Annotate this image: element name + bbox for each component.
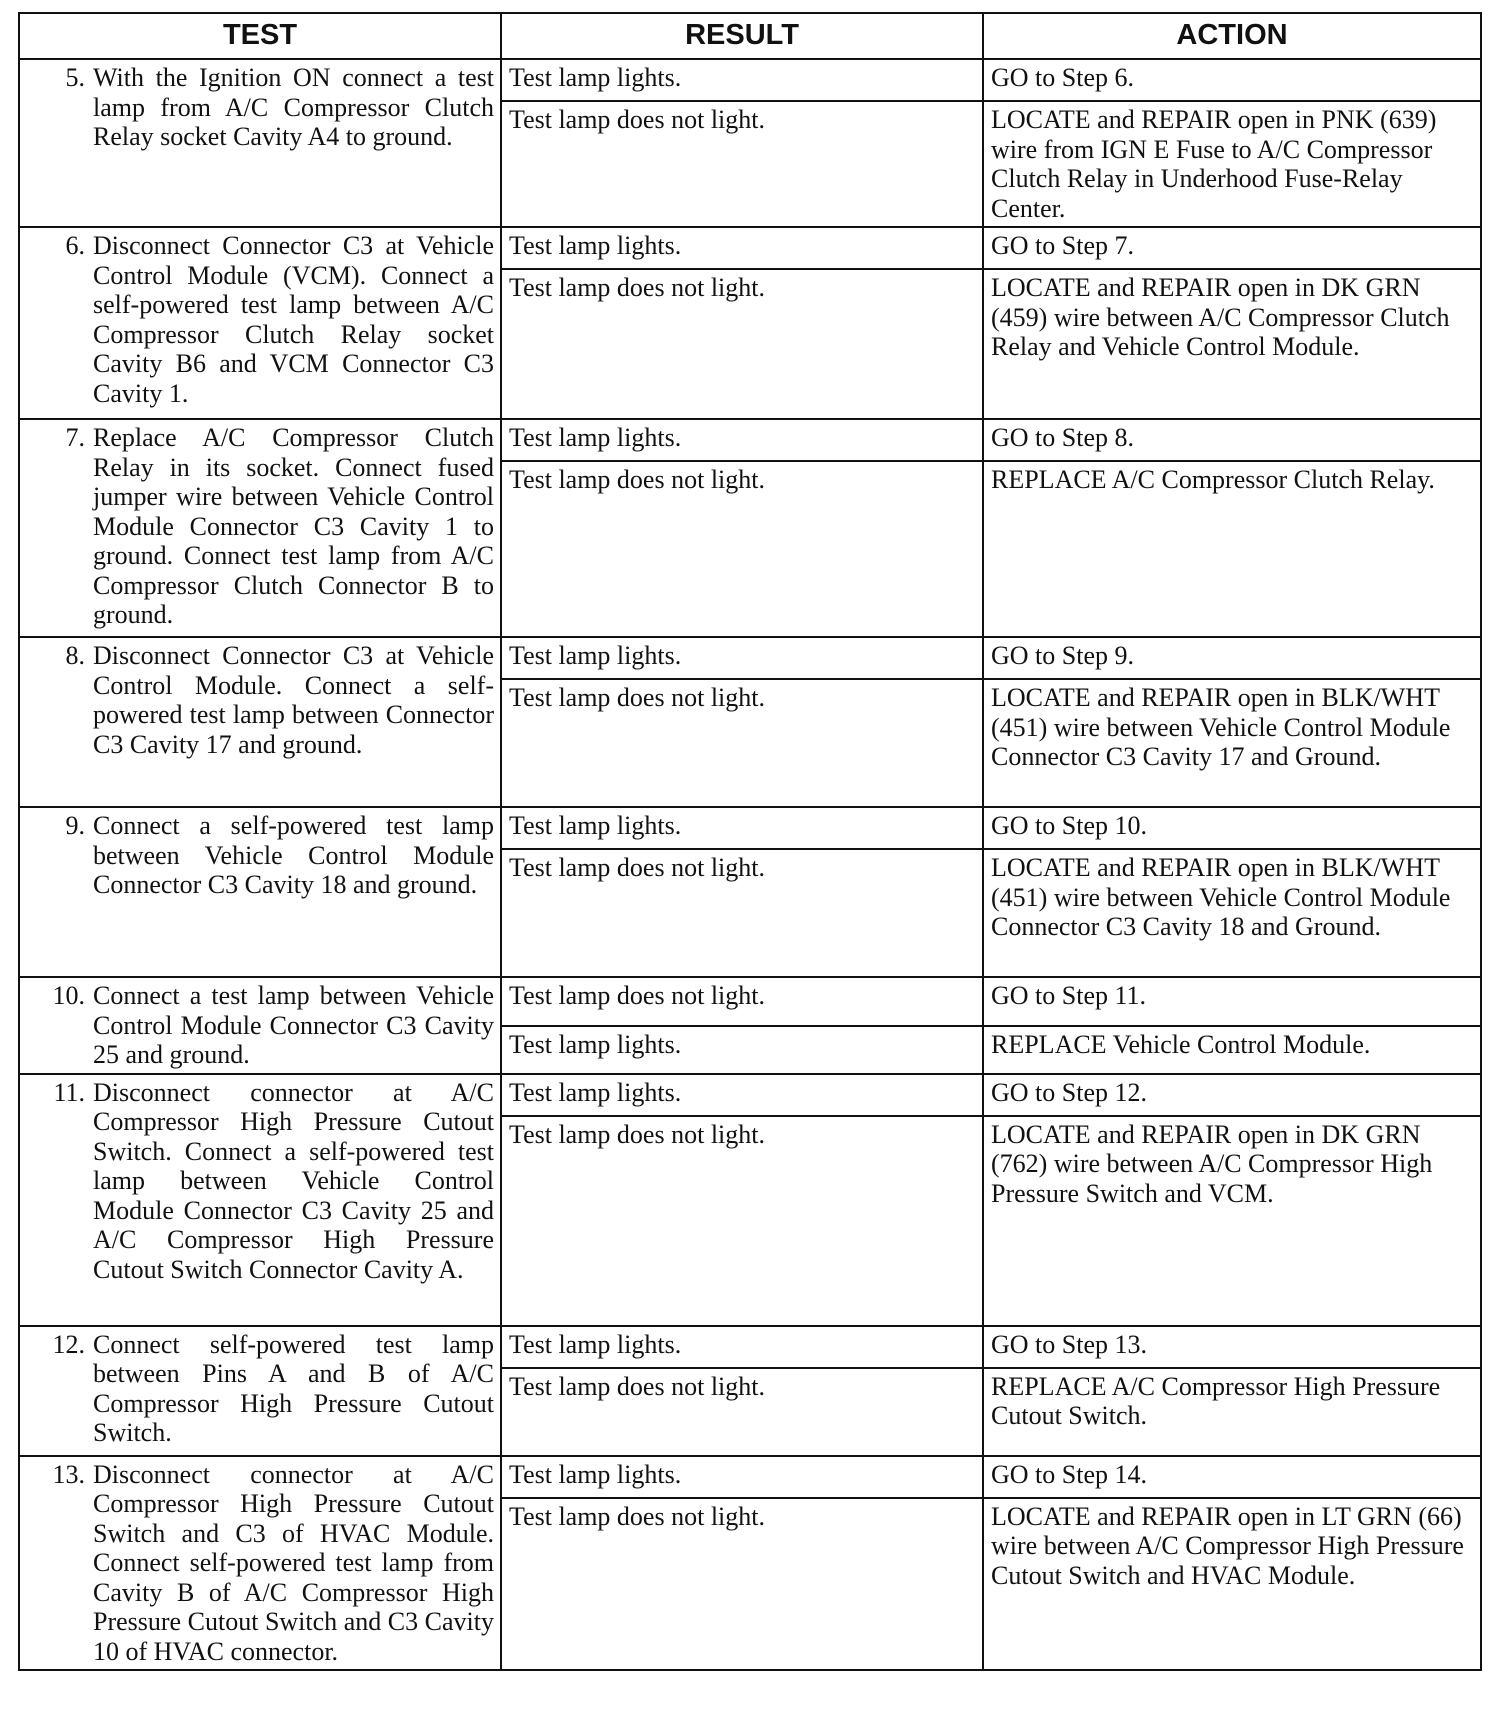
step-8-result-1: Test lamp lights. — [501, 637, 983, 679]
step-12-action-2: REPLACE A/C Compressor High Pressure Cutout Switch. — [983, 1368, 1481, 1456]
step-12-result-1: Test lamp lights. — [501, 1326, 983, 1368]
step-12-result-2: Test lamp does not light. — [501, 1368, 983, 1456]
step-11-result-2: Test lamp does not light. — [501, 1116, 983, 1326]
step-10-result-1: Test lamp does not light. — [501, 977, 983, 1026]
header-row — [19, 13, 1481, 59]
step-13-action-2: LOCATE and REPAIR open in LT GRN (66) wire between A/C Compressor High Pressure Cutout Switch and HVAC Module. — [983, 1498, 1481, 1670]
step-8-number: 8. — [65, 641, 85, 670]
step-11-action-2: LOCATE and REPAIR open in DK GRN (762) wire between A/C Compressor High Pressure Switch and VCM. — [983, 1116, 1481, 1326]
step-13-test-text: Disconnect connector at A/C Compressor High Pressure Cutout Switch and C3 of HVAC Module. Connect self-powered test lamp from Cavity B of A/C Compressor High Pressure Cutout Switch and C3 Cavity 10 of HVAC connector. — [93, 1459, 494, 1666]
step-13-row-a — [19, 1456, 1481, 1498]
step-6-action-1: GO to Step 7. — [983, 227, 1481, 269]
header-action: ACTION — [983, 13, 1481, 59]
step-6-result-1: Test lamp lights. — [501, 227, 983, 269]
step-10-number: 10. — [52, 981, 85, 1010]
step-8-result-2: Test lamp does not light. — [501, 679, 983, 807]
step-9-test — [19, 807, 501, 977]
diagnostic-table — [18, 12, 1482, 1671]
step-7-action-1: GO to Step 8. — [983, 419, 1481, 461]
step-9-action-1: GO to Step 10. — [983, 807, 1481, 849]
step-13-result-2: Test lamp does not light. — [501, 1498, 983, 1670]
step-12-test — [19, 1326, 501, 1456]
step-6-test — [19, 227, 501, 419]
step-5-action-2: LOCATE and REPAIR open in PNK (639) wire from IGN E Fuse to A/C Compressor Clutch Relay in Underhood Fuse-Relay Center. — [983, 101, 1481, 227]
step-10-test-text: Connect a test lamp between Vehicle Control Module Connector C3 Cavity 25 and ground. — [93, 981, 494, 1069]
step-10-result-2: Test lamp lights. — [501, 1026, 983, 1073]
step-7-result-2: Test lamp does not light. — [501, 461, 983, 637]
step-7-number: 7. — [65, 423, 85, 452]
step-11-result-1: Test lamp lights. — [501, 1074, 983, 1116]
step-5-test — [19, 59, 501, 227]
step-11-row-a — [19, 1074, 1481, 1116]
step-11-action-1: GO to Step 12. — [983, 1074, 1481, 1116]
step-7-action-2: REPLACE A/C Compressor Clutch Relay. — [983, 461, 1481, 637]
diagnostic-table-page — [18, 12, 1480, 1671]
step-5-action-1: GO to Step 6. — [983, 59, 1481, 101]
step-5-result-2: Test lamp does not light. — [501, 101, 983, 227]
step-9-result-1: Test lamp lights. — [501, 807, 983, 849]
step-13-number: 13. — [52, 1459, 85, 1489]
step-13-test — [19, 1456, 501, 1671]
step-12-test-text: Connect self-powered test lamp between Pins A and B of A/C Compressor High Pressure Cutout Switch. — [93, 1329, 494, 1447]
header-test: TEST — [19, 13, 501, 59]
step-6-row-a — [19, 227, 1481, 269]
step-6-number: 6. — [65, 231, 85, 260]
step-10-row-a — [19, 977, 1481, 1026]
step-13-action-1: GO to Step 14. — [983, 1456, 1481, 1498]
step-12-row-a — [19, 1326, 1481, 1368]
step-11-test — [19, 1074, 501, 1326]
step-5-row-a — [19, 59, 1481, 101]
step-7-test — [19, 419, 501, 637]
step-5-number: 5. — [65, 63, 85, 92]
step-9-test-text: Connect a self-powered test lamp between Vehicle Control Module Connector C3 Cavity 18 and ground. — [93, 811, 494, 899]
step-6-test-text: Disconnect Connector C3 at Vehicle Control Module (VCM). Connect a self-powered test lamp between A/C Compressor Clutch Relay socket Cavity B6 and VCM Connector C3 Cavity 1. — [93, 231, 494, 408]
step-8-row-a — [19, 637, 1481, 679]
step-5-test-text: With the Ignition ON connect a test lamp from A/C Compressor Clutch Relay socket Cavity A4 to ground. — [93, 63, 494, 151]
step-9-result-2: Test lamp does not light. — [501, 849, 983, 977]
step-9-action-2: LOCATE and REPAIR open in BLK/WHT (451) wire between Vehicle Control Module Connector C3 Cavity 18 and Ground. — [983, 849, 1481, 977]
step-8-action-1: GO to Step 9. — [983, 637, 1481, 679]
step-11-test-text: Disconnect connector at A/C Compressor High Pressure Cutout Switch. Connect a self-powered test lamp between Vehicle Control Module Connector C3 Cavity 25 and A/C Compressor High Pressure Cutout Switch Connector Cavity A. — [93, 1077, 494, 1284]
step-8-test — [19, 637, 501, 807]
step-10-action-2: REPLACE Vehicle Control Module. — [983, 1026, 1481, 1073]
step-10-test — [19, 977, 501, 1074]
step-8-action-2: LOCATE and REPAIR open in BLK/WHT (451) wire between Vehicle Control Module Connector C3 Cavity 17 and Ground. — [983, 679, 1481, 807]
step-10-action-1: GO to Step 11. — [983, 977, 1481, 1026]
step-5-result-1: Test lamp lights. — [501, 59, 983, 101]
step-8-test-text: Disconnect Connector C3 at Vehicle Control Module. Connect a self-powered test lamp between Connector C3 Cavity 17 and ground. — [93, 641, 494, 759]
step-7-row-a — [19, 419, 1481, 461]
step-12-action-1: GO to Step 13. — [983, 1326, 1481, 1368]
header-result: RESULT — [501, 13, 983, 59]
step-7-result-1: Test lamp lights. — [501, 419, 983, 461]
step-13-result-1: Test lamp lights. — [501, 1456, 983, 1498]
step-7-test-text: Replace A/C Compressor Clutch Relay in its socket. Connect fused jumper wire between Vehicle Control Module Connector C3 Cavity 1 to ground. Connect test lamp from A/C Compressor Clutch Connector B to ground. — [93, 423, 494, 629]
step-11-number: 11. — [53, 1077, 85, 1107]
step-9-number: 9. — [65, 811, 85, 840]
step-9-row-a — [19, 807, 1481, 849]
step-12-number: 12. — [52, 1329, 85, 1359]
step-6-action-2: LOCATE and REPAIR open in DK GRN (459) wire between A/C Compressor Clutch Relay and Vehicle Control Module. — [983, 269, 1481, 419]
step-6-result-2: Test lamp does not light. — [501, 269, 983, 419]
